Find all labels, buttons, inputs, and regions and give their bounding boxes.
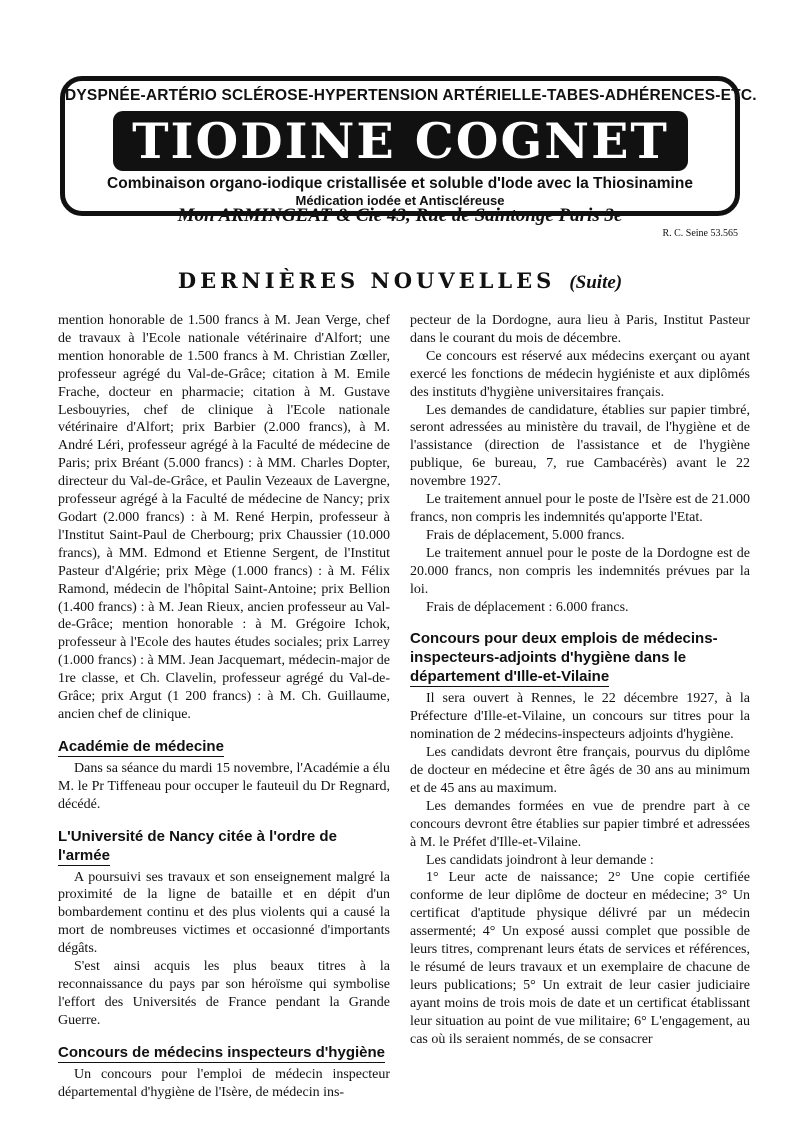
ad-brand-title: TIODINE COGNET (113, 111, 688, 171)
paragraph: Les demandes formées en vue de prendre part à ce concours devront être établies sur papier timbré et adressées à M. le Préfet d'Ille-et-Vilaine. (410, 798, 750, 850)
paragraph: Les candidats joindront à leur demande : (426, 852, 654, 868)
ad-address: Mon ARMINGEAT & Cie 43, Rue de Saintonge Paris 3e (177, 205, 623, 226)
paragraph: Les candidats devront être français, pourvus du diplôme de docteur en médecine et être âgés de 30 ans au minimum et de 45 ans au maximum. (410, 745, 750, 796)
paragraph: Ce concours est réservé aux médecins exerçant ou ayant exercé les fonctions de médecin hygiéniste et aux diplômés des instituts d'hygiène universitaires français. (410, 348, 750, 400)
paragraph: A poursuivi ses travaux et son enseignement malgré la proximité de la ligne de bataille et en dépit d'un bombardement continu et des plus violents qui a causé la mort de nombreuses victimes et occasionné d'importants dégâts. (58, 869, 390, 957)
section-heading-concours-inspecteurs: Concours de médecins inspecteurs d'hygiène (58, 1043, 385, 1061)
page-title-suite: (Suite) (569, 272, 623, 293)
paragraph: Les demandes de candidature, établies sur papier timbré, seront adressées au ministère du travail, de l'hygiène et de l'assistance (direction de l'assistance et de l'hygiène publique, 6e bureau, 7, rue Cambacérès) avant le 22 novembre 1927. (410, 402, 750, 490)
paragraph: 1° Leur acte de naissance; 2° Une copie certifiée conforme de leur diplôme de docteur en médecine; 3° Un certificat d'aptitude physique délivré par un médecin assermenté; 4° Un exposé aussi complet que possible de leurs titres, comprenant leurs états de services et références, le résumé de leurs travaux et un exemplaire de chacune de leurs publications; 5° Un extrait de leur casier judiciaire ayant moins de trois mois de date et un certificat établissant leur situation au point de vue militaire; 6° L'engagement, au cas où ils seraient nommés, de se consacrer (410, 870, 750, 1047)
paragraph: Dans sa séance du mardi 15 novembre, l'Académie a élu M. le Pr Tiffeneau pour occuper le fauteuil du Dr Regnard, décédé. (58, 760, 390, 812)
section-heading-ille-et-vilaine: Concours pour deux emplois de médecins- inspecteurs-adjoints d'hygiène dans le département d'Ille-et-Vilaine (410, 630, 718, 686)
paragraph: Frais de déplacement : 6.000 francs. (426, 599, 629, 615)
paragraph: Frais de déplacement, 5.000 francs. (426, 527, 625, 543)
paragraph: Un concours pour l'emploi de médecin inspecteur départemental d'hygiène de l'Isère, de médecin ins- (58, 1066, 390, 1100)
paragraph: pecteur de la Dordogne, aura lieu à Paris, Institut Pasteur dans le courant du mois de décembre. (410, 313, 750, 346)
paragraph: Il sera ouvert à Rennes, le 22 décembre 1927, à la Préfecture d'Ille-et-Vilaine, un concours sur titres pour la nomination de 2 médecins-inspecteurs adjoints d'hygiène. (410, 691, 750, 743)
paragraph: Le traitement annuel pour le poste de l'Isère est de 21.000 francs, non compris les indemnités qu'apporte l'Etat. (410, 492, 750, 525)
left-column (58, 312, 390, 1102)
page-title-main: DERNIÈRES NOUVELLES (177, 268, 556, 293)
paragraph: S'est ainsi acquis les plus beaux titres à la reconnaissance du pays par son héroïsme qui symbolise l'effort des Universités de France pendant la Grande Guerre. (58, 959, 390, 1028)
registry-number: R. C. Seine 53.565 (662, 228, 738, 239)
paragraph: Le traitement annuel pour le poste de la Dordogne est de 20.000 francs, non compris les indemnités prévues par la loi. (410, 545, 750, 597)
paragraph: mention honorable de 1.500 francs à M. Jean Verge, chef de travaux à l'Ecole nationale vétérinaire d'Alfort; une mention honorable de 1.500 francs à M. Christian Zœller, professeur agrégé du Val-de-Grâce; citation à M. Emile Frache, docteur en pharmacie; citation à M. Gustave Lesbouyries, chef de clinique à l'Ecole nationale vétérinaire d'Alfort; prix Barbier (2.000 francs), à M. André Léri, professeur agrégé à la Faculté de médecine de Paris; prix Bréant (5.000 francs) : à MM. Charles Dopter, directeur du Val-de-Grâce, et Paulin Vezeaux de Lavergne, professeur agrégé à la Faculté de médecine de Nancy; prix Godart (2.000 francs) : à M. René Herpin, professeur à l'Institut Saint-Paul de Cherbourg; prix Chaussier (10.000 francs), à MM. Edmond et Etienne Sergent, de l'Institut Pasteur d'Algérie; prix Mège (1.000 francs) : à M. Félix Ramond, médecin de l'hôpital Saint-Antoine; prix Bellion (1.400 francs) : à M. Jean Rieux, ancien professeur au Val-de-Grâce; mention honorable : à M. Grégoire Ichok, professeur à l'Ecole des hautes études sociales; prix Larrey (1.000 francs) : à MM. Jean Jacquemart, médecin-major de 1re classe, et Ch. Clavelin, professeur agrégé du Val-de-Grâce; prix Argut (1 200 francs) : à M. Ch. Guillaume, ancien chef de clinique. (58, 313, 390, 722)
right-column (410, 312, 750, 1049)
advertisement-box (60, 76, 757, 226)
ad-description: Combinaison organo-iodique cristallisée et soluble d'Iode avec la Thiosinamine (107, 175, 693, 192)
ad-indications: DYSPNÉE-ARTÉRIO SCLÉROSE-HYPERTENSION ARTÉRIELLE-TABES-ADHÉRENCES-ETC. (65, 87, 757, 104)
section-heading-academie: Académie de médecine (58, 737, 224, 755)
section-heading-universite: L'Université de Nancy citée à l'ordre de l'armée (58, 827, 337, 864)
ad-medication: Médication iodée et Antiscléreuse (295, 193, 505, 208)
page-title (0, 268, 800, 294)
